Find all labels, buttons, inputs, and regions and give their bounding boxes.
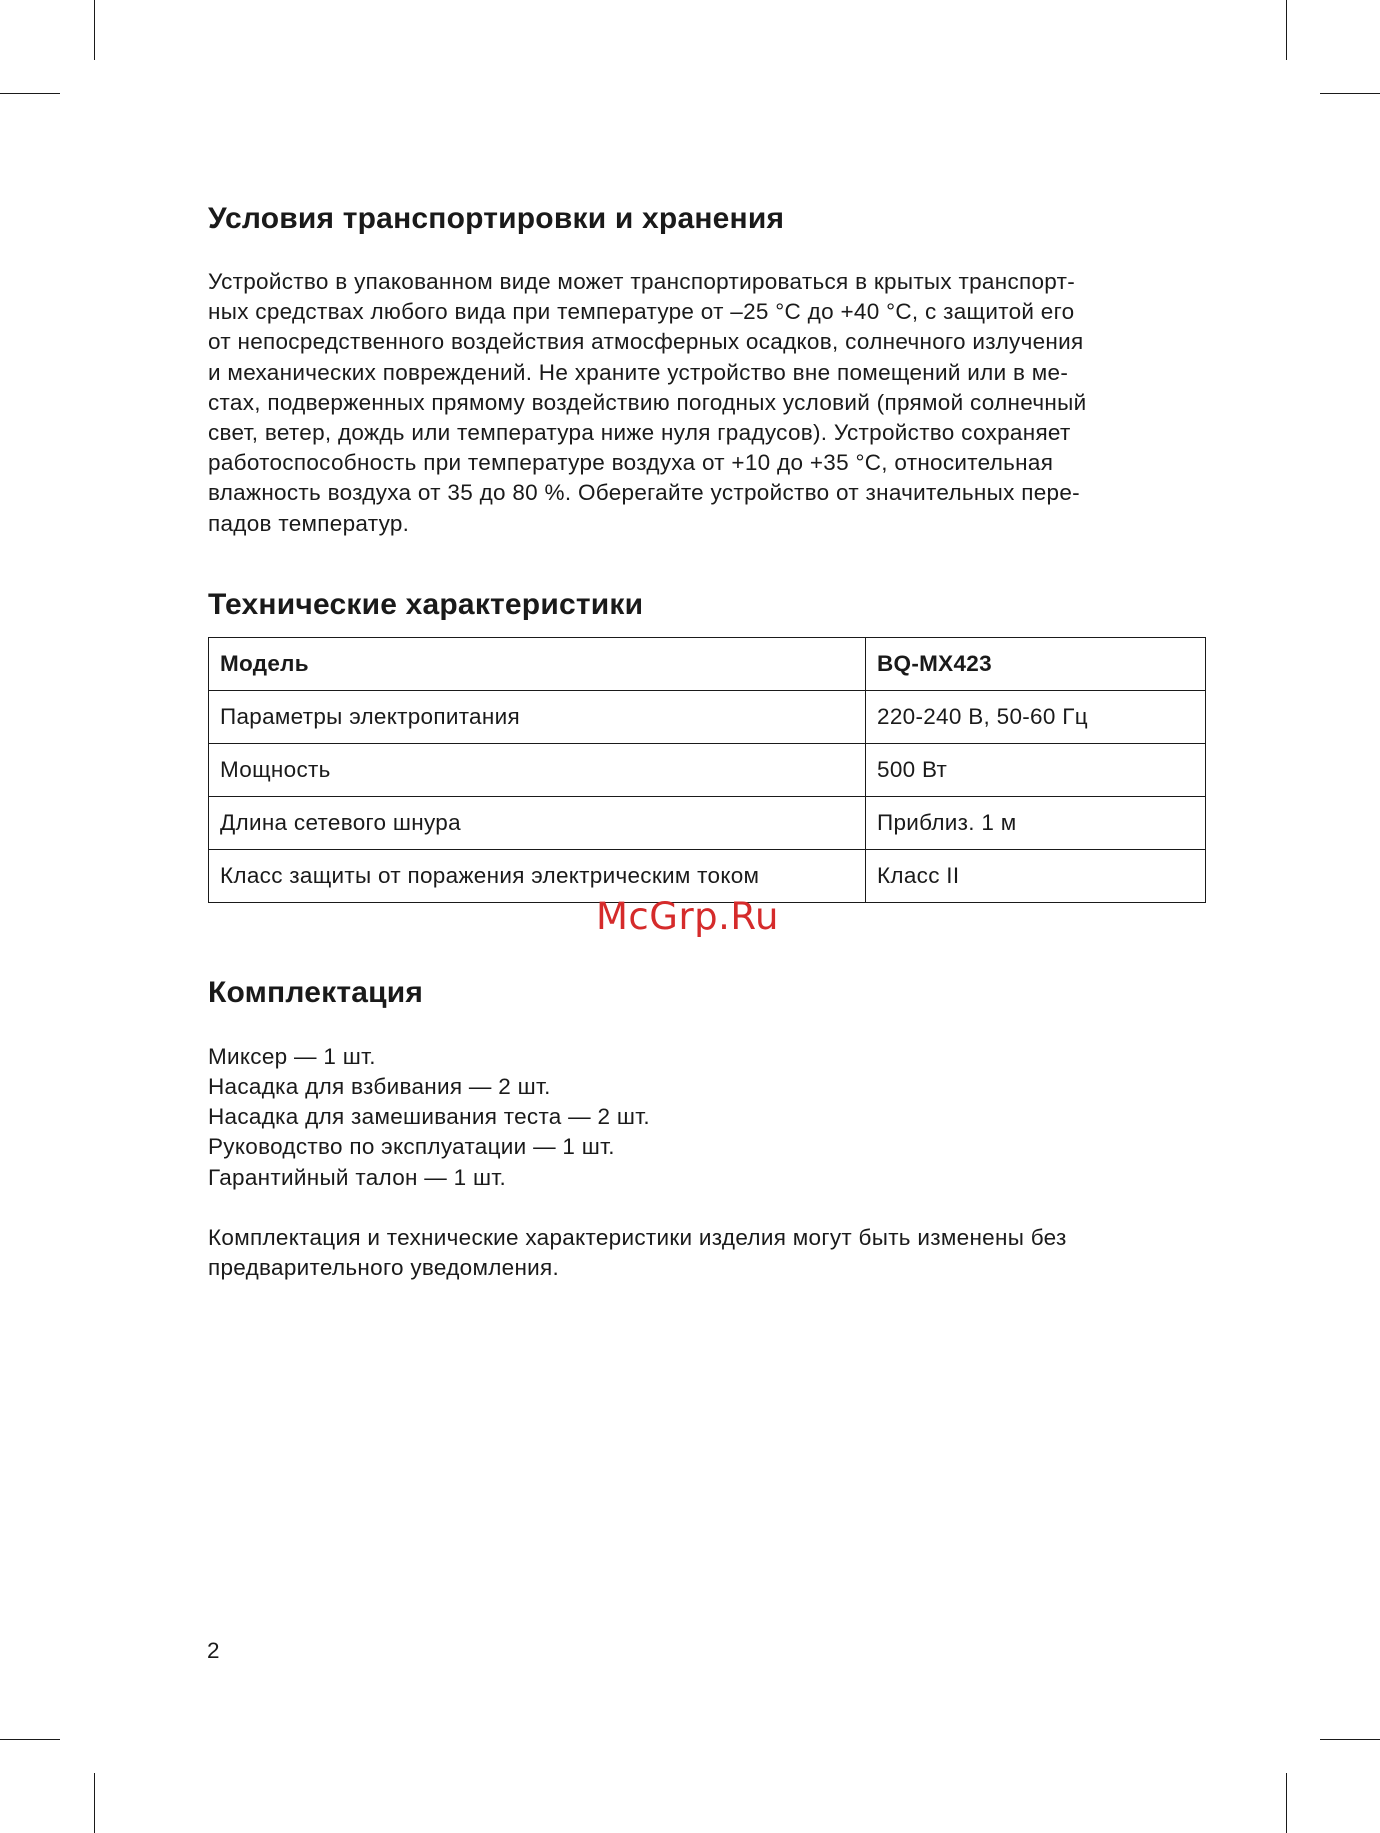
spec-value-cell: 220-240 В, 50-60 Гц <box>866 690 1206 743</box>
crop-mark-bottom-left-horizontal <box>0 1739 60 1740</box>
crop-mark-top-left-horizontal <box>0 93 60 94</box>
table-row <box>209 690 1206 743</box>
spec-value-cell: Класс II <box>866 849 1206 902</box>
paragraph-line: Комплектация и технические характеристики изделия могут быть изменены без <box>208 1224 1067 1250</box>
transport-storage-paragraph <box>208 267 1208 539</box>
table-row <box>209 743 1206 796</box>
package-contents-heading: Комплектация <box>208 975 424 1009</box>
table-row <box>209 637 1206 690</box>
list-item: Насадка для замешивания теста — 2 шт. <box>208 1104 650 1130</box>
spec-label-cell: Длина сетевого шнура <box>209 796 866 849</box>
list-item: Руководство по эксплуатации — 1 шт. <box>208 1134 615 1160</box>
watermark: McGrp.Ru <box>596 895 779 938</box>
crop-mark-bottom-right-horizontal <box>1320 1739 1380 1740</box>
paragraph-line: стах, подверженных прямому воздействию погодных условий (прямой солнечный <box>208 389 1087 415</box>
package-contents-section <box>208 971 1208 1283</box>
crop-mark-top-right-vertical <box>1286 0 1287 60</box>
specifications-table <box>208 637 1206 903</box>
spec-label-cell: Параметры электропитания <box>209 690 866 743</box>
spec-value-cell: Приблиз. 1 м <box>866 796 1206 849</box>
table-row <box>209 796 1206 849</box>
page-content <box>208 197 1208 1283</box>
paragraph-line: влажность воздуха от 35 до 80 %. Оберегайте устройство от значительных пере- <box>208 480 1080 506</box>
paragraph-line: работоспособность при температуре воздуха от +10 до +35 °С, относительная <box>208 450 1054 476</box>
paragraph-line: от непосредственного воздействия атмосферных осадков, солнечного излучения <box>208 329 1084 355</box>
paragraph-line: падов температур. <box>208 510 410 536</box>
list-item: Миксер — 1 шт. <box>208 1043 376 1069</box>
package-contents-list <box>208 1042 1208 1193</box>
spec-label-cell: Модель <box>209 637 866 690</box>
specifications-section <box>208 583 1208 903</box>
crop-mark-bottom-right-vertical <box>1286 1773 1287 1833</box>
crop-mark-top-left-vertical <box>94 0 95 60</box>
transport-storage-heading: Условия транспортировки и хранения <box>208 202 785 235</box>
spec-label-cell: Мощность <box>209 743 866 796</box>
spec-label-cell: Класс защиты от поражения электрическим током <box>209 849 866 902</box>
paragraph-line: ных средствах любого вида при температуре от –25 °C до +40 °C, с защитой его <box>208 299 1075 325</box>
list-item: Насадка для взбивания — 2 шт. <box>208 1074 551 1100</box>
paragraph-line: и механических повреждений. Не храните устройство вне помещений или в ме- <box>208 359 1069 385</box>
specifications-heading: Технические характеристики <box>208 587 644 621</box>
spec-value-cell: 500 Вт <box>866 743 1206 796</box>
paragraph-line: Устройство в упакованном виде может транспортироваться в крытых транспорт- <box>208 269 1076 294</box>
page-number: 2 <box>207 1638 220 1663</box>
list-item: Гарантийный талон — 1 шт. <box>208 1164 507 1190</box>
transport-storage-section <box>208 197 1208 539</box>
change-notice <box>208 1223 1208 1283</box>
crop-mark-top-right-horizontal <box>1320 93 1380 94</box>
spec-value-cell: BQ-MX423 <box>866 637 1206 690</box>
crop-mark-bottom-left-vertical <box>94 1773 95 1833</box>
paragraph-line: свет, ветер, дождь или температура ниже нуля градусов). Устройство сохраняет <box>208 420 1071 446</box>
paragraph-line: предварительного уведомления. <box>208 1255 560 1281</box>
